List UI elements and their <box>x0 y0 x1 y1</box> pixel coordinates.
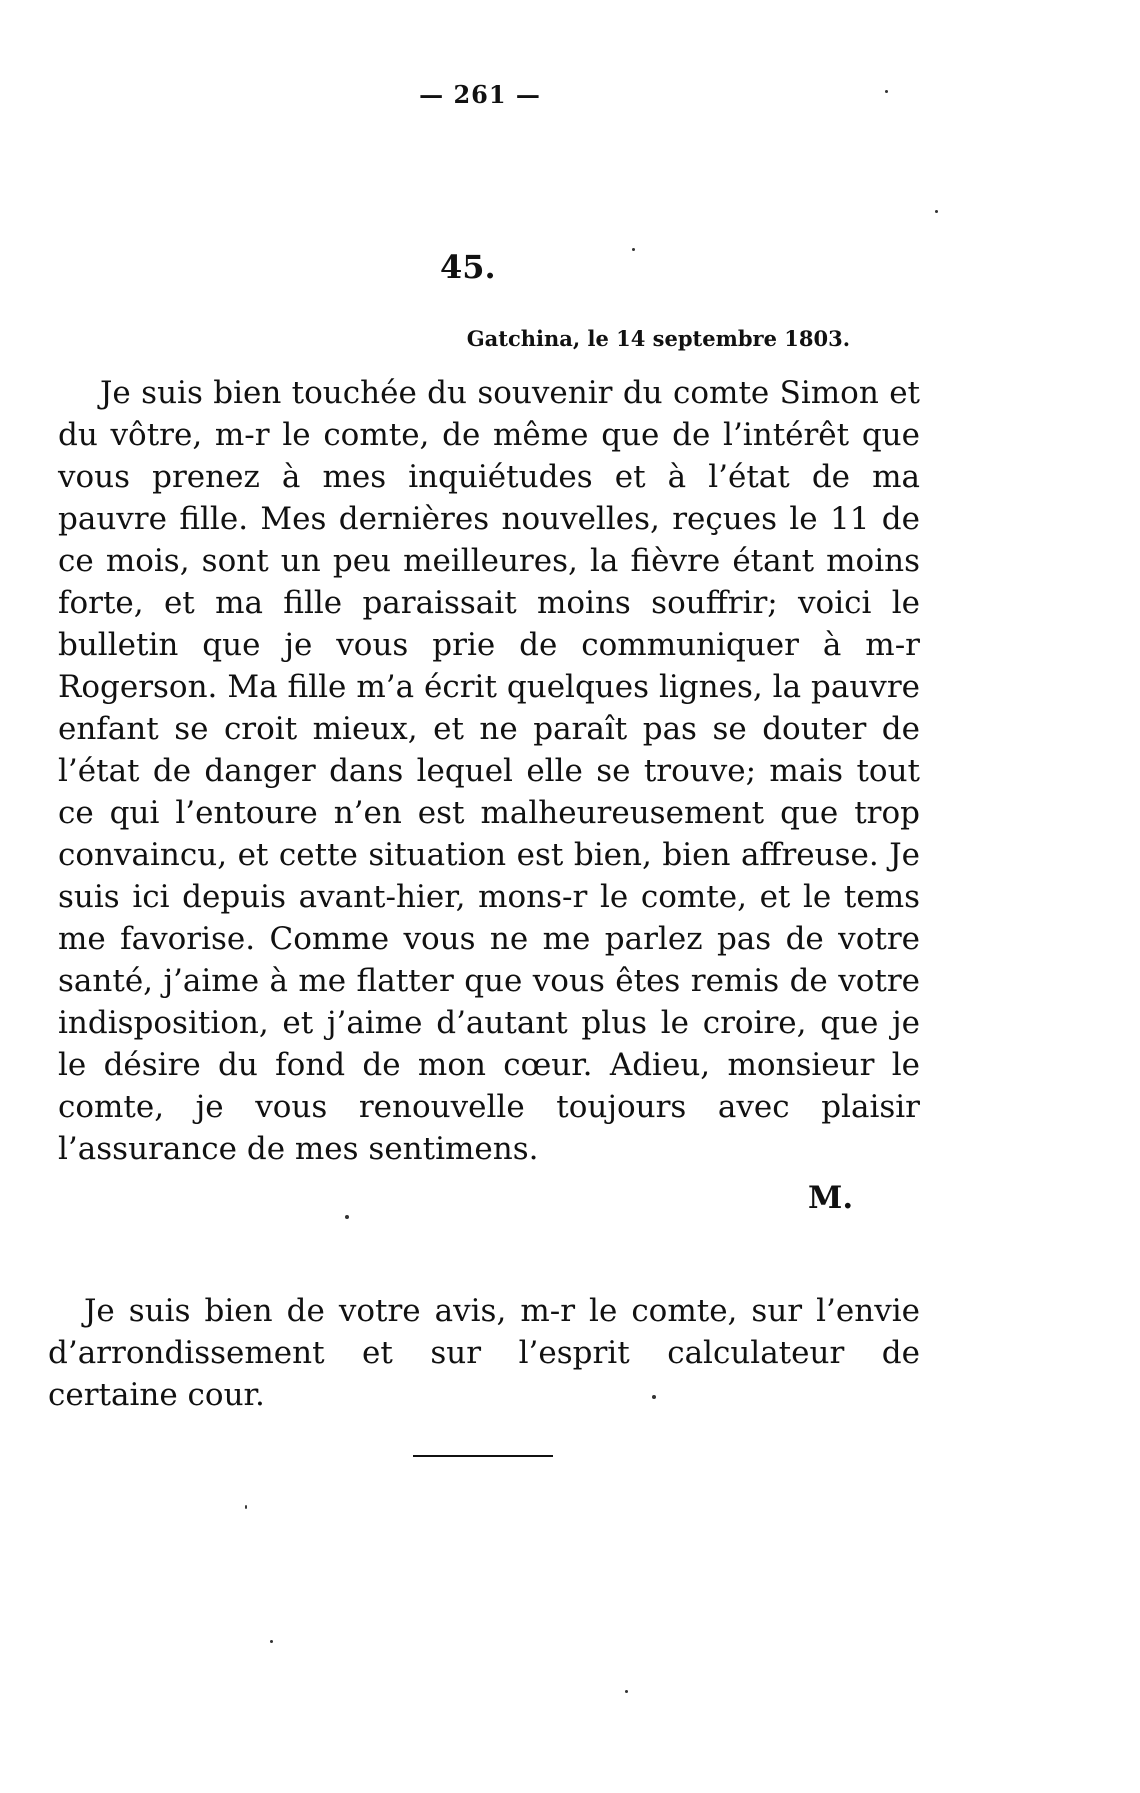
letter-postscript: Je suis bien de votre avis, m-r le comte, sur l’envie d’arrondissement et sur l’esprit calculateur de certaine cour. <box>48 1293 920 1413</box>
letter-body: Je suis bien touchée du souvenir du comte Simon et du vôtre, m-r le comte, de même que de l’intérêt que vous prenez à mes inquiétudes et à l’état de ma pauvre fille. Mes dernières nouvelles, reçues le 11 de ce mois, sont un peu meilleures, la fièvre étant moins forte, et ma fille paraissait moins souffrir; voici le bulletin que je vous prie de communiquer à m-r Rogerson. Ma fille m’a écrit quelques lignes, la pauvre enfant se croit mieux, et ne paraît pas se douter de l’état de danger dans lequel elle se trouve; mais tout ce qui l’entoure n’en est malheureusement que trop convaincu, et cette situation est bien, bien affreuse. Je suis ici depuis avant-hier, mons-r le comte, et le tems me favorise. Comme vous ne me parlez pas de votre santé, j’aime à me flatter que vous êtes remis de votre indisposition, et j’aime d’autant plus le croire, que je le désire du fond de mon cœur. Adieu, monsieur le comte, je vous renouvelle toujours avec plaisir l’assurance de mes sentimens. <box>58 375 920 1167</box>
page-number: — 261 — <box>419 80 541 109</box>
scan-speck <box>885 90 888 93</box>
scan-speck <box>245 1505 247 1509</box>
letter-dateline: Gatchina, le 14 septembre 1803. <box>466 326 850 351</box>
scan-speck <box>935 210 938 213</box>
letter-signature: M. <box>808 1180 854 1216</box>
scan-speck <box>345 1215 349 1219</box>
scan-speck <box>632 248 635 251</box>
section-end-rule <box>413 1455 553 1457</box>
letter-number: 45. <box>440 248 496 286</box>
scan-speck <box>652 1395 656 1399</box>
scan-speck <box>270 1640 273 1643</box>
scan-speck <box>625 1690 628 1693</box>
